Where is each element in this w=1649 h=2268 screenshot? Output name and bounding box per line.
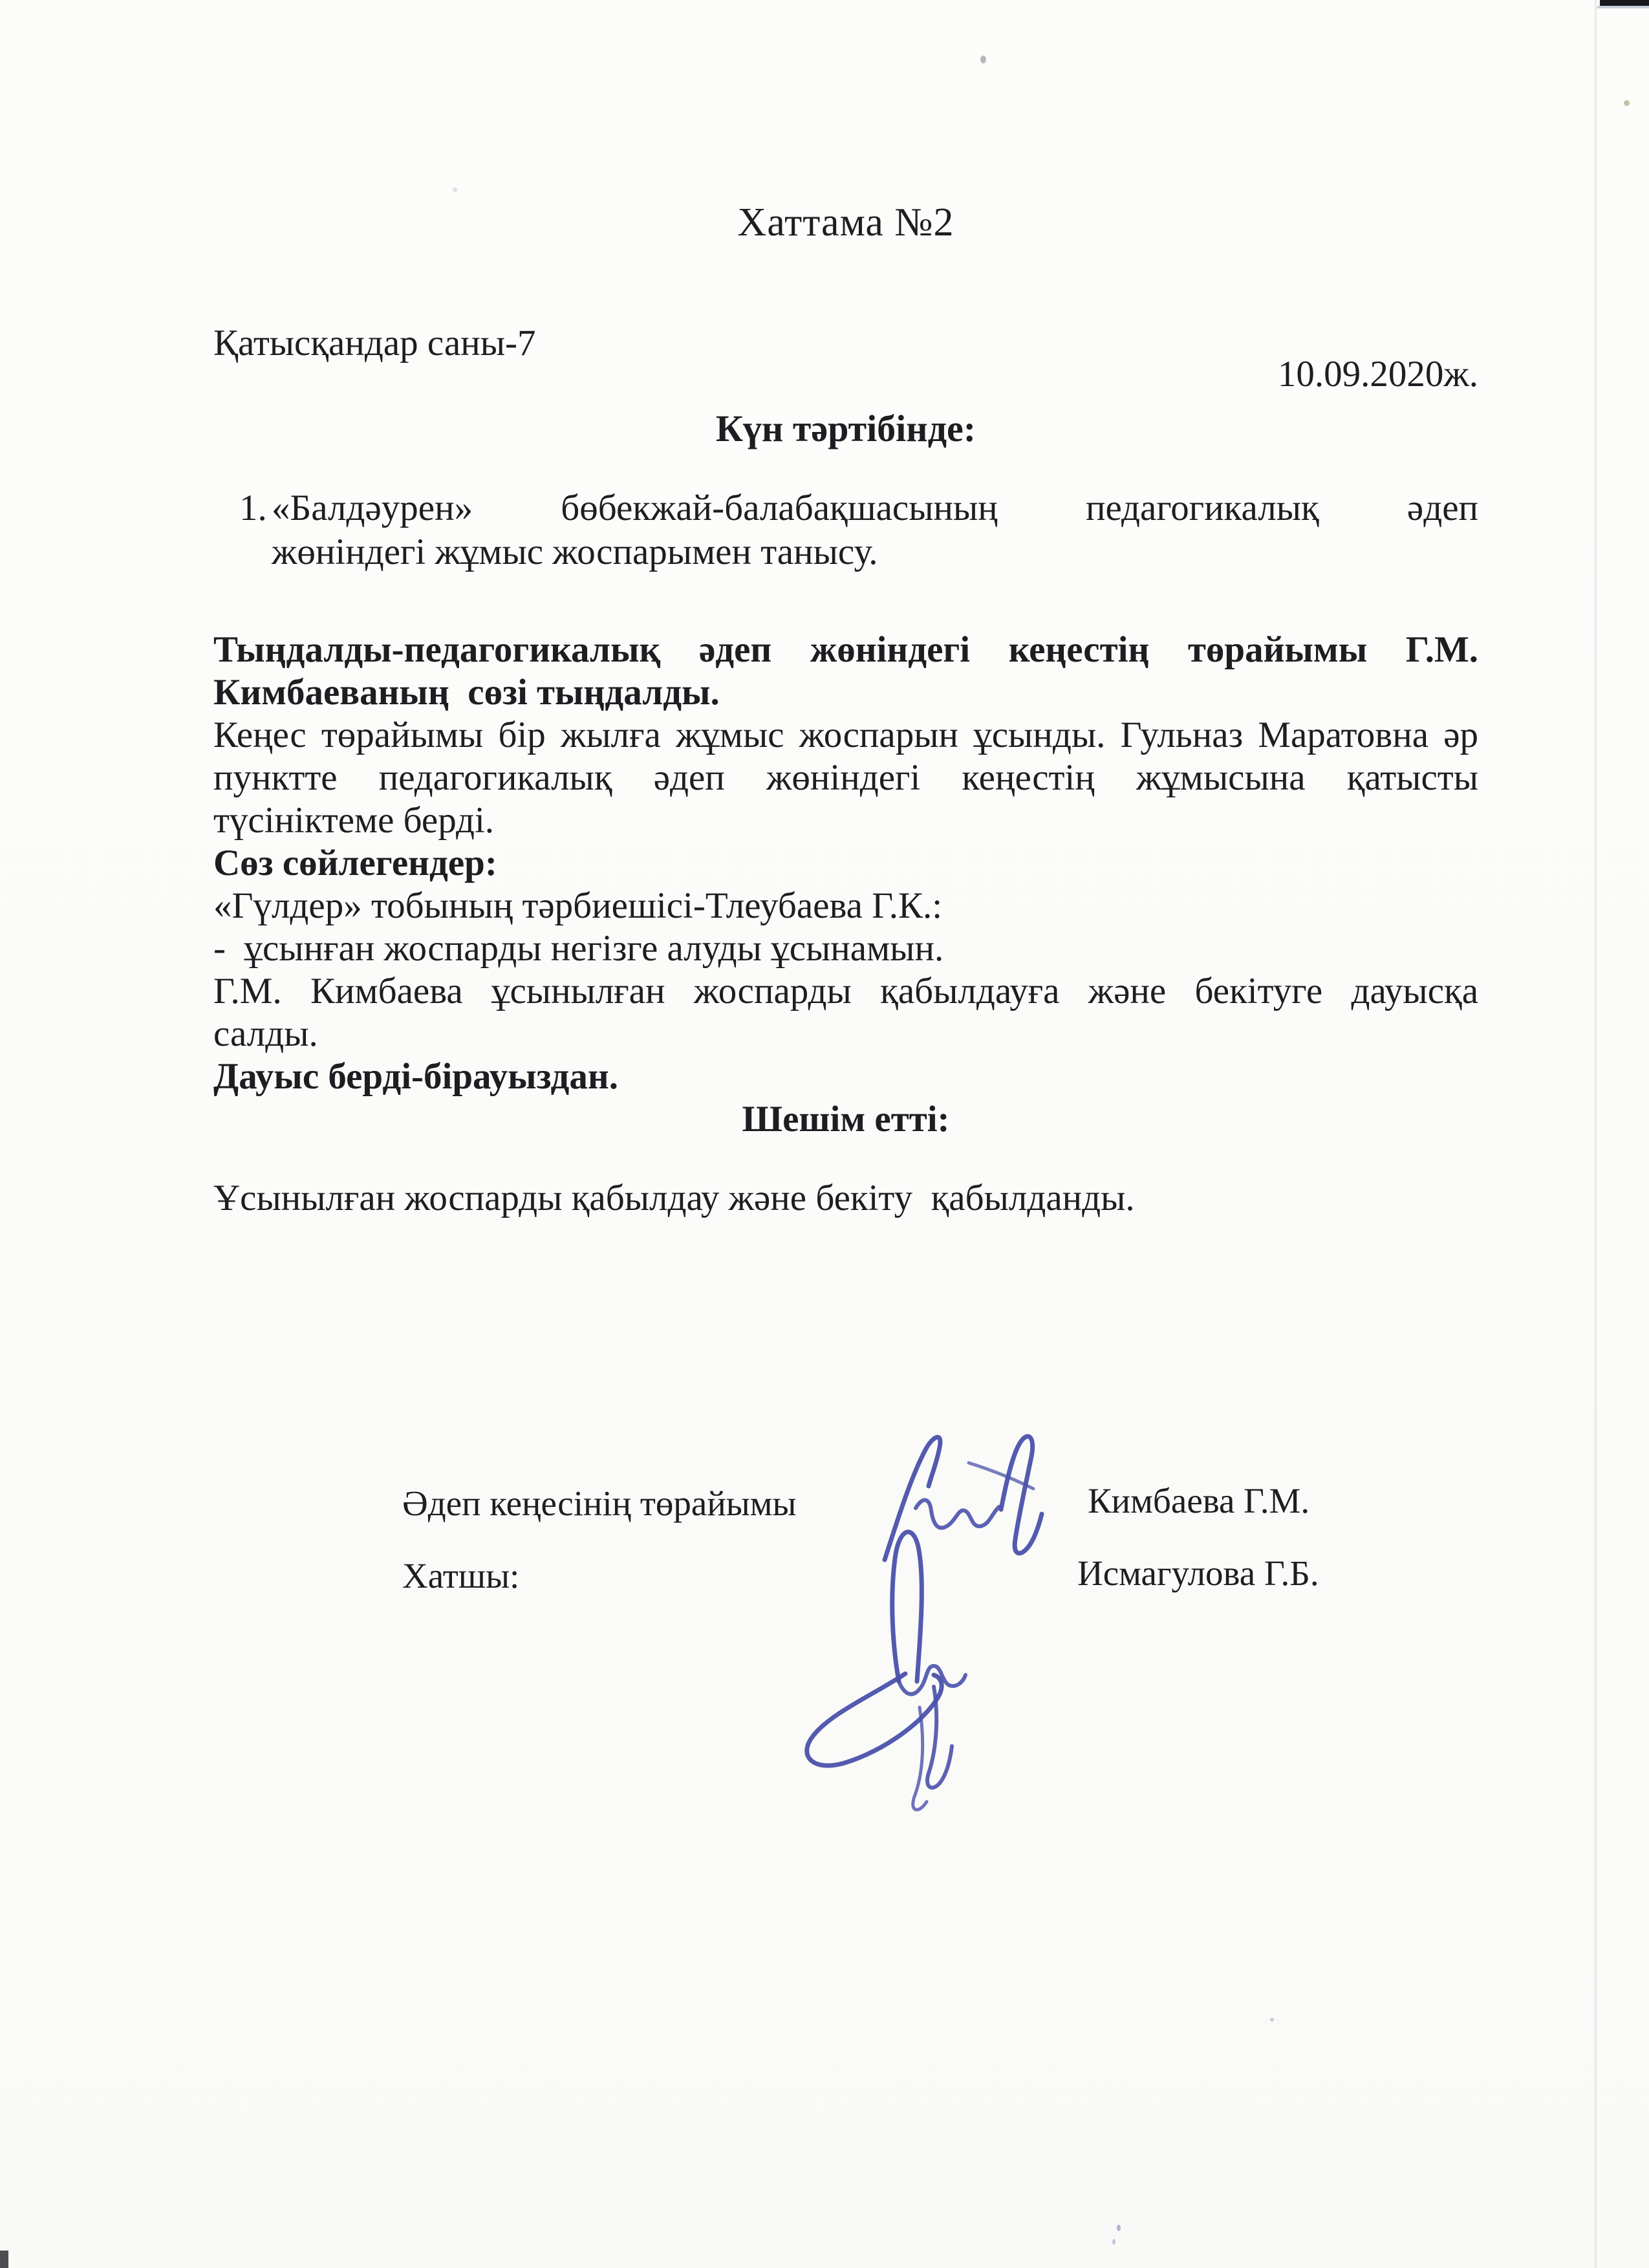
- text-line: пунктте педагогикалық әдеп жөніндегі кеңестің жұмысына қатысты: [213, 757, 1478, 798]
- agenda-heading: Күн тәртібінде:: [715, 407, 976, 449]
- agenda-item-1: [239, 486, 1478, 574]
- signature-name-ismagulova: Исмагулова Г.Б.: [1077, 1553, 1319, 1593]
- scan-artifact-top-right-shadow: [1597, 6, 1649, 8]
- scan-speck: [1112, 2239, 1116, 2245]
- participants-count-line: Қатысқандар саны-7: [213, 323, 536, 363]
- scan-speck: [453, 188, 457, 192]
- scan-artifact-page-edge-line: [1595, 0, 1597, 2268]
- text-line: Дауыс берді-бірауыздан.: [213, 1056, 618, 1097]
- text-line: түсініктеме берді.: [213, 800, 495, 841]
- text-line: «Гүлдер» тобының тәрбиешісі-Тлеубаева Г.К.:: [213, 885, 943, 926]
- text-line: салды.: [213, 1013, 318, 1054]
- signature-kimbaeva-ink: [885, 1436, 1042, 1560]
- signature-role-chairwoman: Әдеп кеңесінің төрайымы: [402, 1484, 797, 1523]
- text-line: Сөз сөйлегендер:: [213, 843, 497, 883]
- scan-speck: [1624, 100, 1630, 106]
- text-line: Кимбаеваның сөзі тыңдалды.: [213, 672, 720, 713]
- scan-artifact-top-right-bar: [1600, 0, 1649, 6]
- text-line: жөніндегі жұмыс жоспарымен танысу.: [272, 532, 878, 572]
- text-line: Кеңес төрайымы бір жылға жұмыс жоспарын ұсынды. Гульназ Маратовна әр: [213, 715, 1478, 755]
- agenda-item-number: 1.: [239, 488, 267, 528]
- signature-name-kimbaeva: Кимбаева Г.М.: [1088, 1481, 1310, 1520]
- signature-role-secretary: Хатшы:: [402, 1556, 520, 1595]
- scan-artifact-bottom-left-mark: [0, 2251, 8, 2268]
- scan-speck: [1117, 2225, 1121, 2231]
- signature-ismagulova-ink: [807, 1532, 965, 1810]
- handwritten-signatures: [744, 1384, 1196, 1850]
- text-line: Тыңдалды-педагогикалық әдеп жөніндегі кеңестің төрайымы Г.М.: [213, 629, 1478, 670]
- text-line: - ұсынған жоспарды негізге алуды ұсынамын.: [213, 928, 944, 969]
- text-line: «Балдәурен» бөбекжай-балабақшасының педагогикалық әдеп: [272, 488, 1478, 528]
- decision-text: Ұсынылған жоспарды қабылдау және бекіту қабылданды.: [213, 1178, 1135, 1218]
- protocol-body: [213, 629, 1478, 1141]
- document-date: 10.09.2020ж.: [1277, 354, 1478, 394]
- agenda-item-text: [272, 486, 1478, 574]
- scan-speck: [1270, 2018, 1274, 2022]
- document-title: Хаттама №2: [737, 200, 954, 244]
- scan-speck: [980, 56, 986, 63]
- text-line: Шешім етті:: [742, 1099, 950, 1139]
- text-line: Г.М. Кимбаева ұсынылған жоспарды қабылдауға және бекітуге дауысқа: [213, 971, 1478, 1011]
